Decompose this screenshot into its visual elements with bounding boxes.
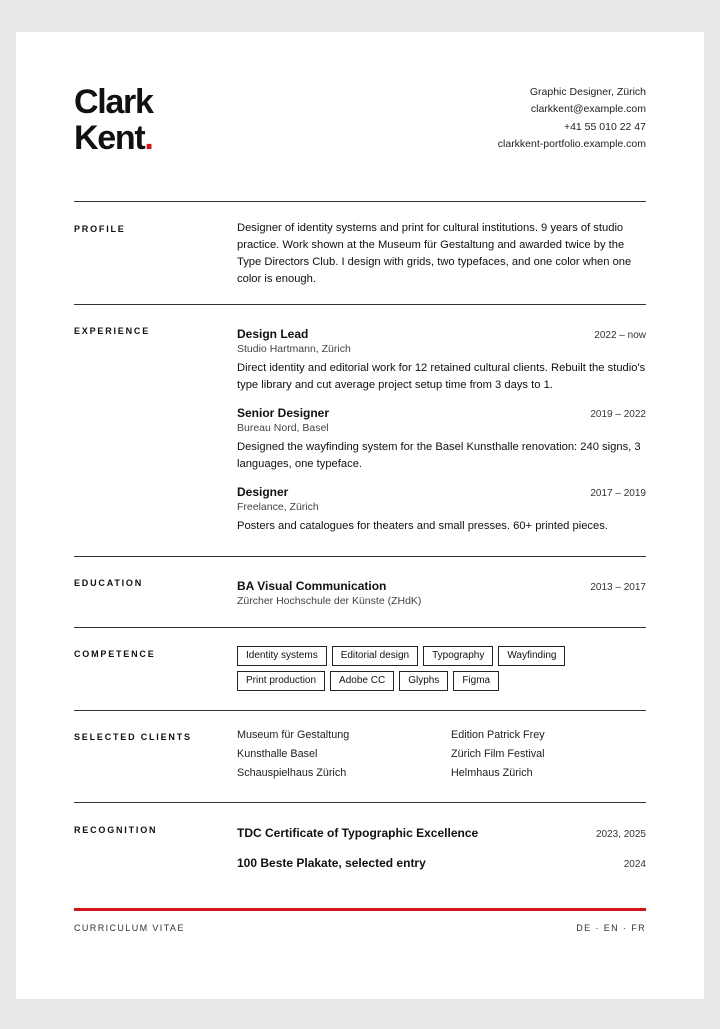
skill-tag: Figma (453, 671, 499, 691)
job-entry-desc: Designed the wayfinding system for the Basel Kunsthalle renovation: 240 signs, 3 languages, one typeface. (237, 441, 641, 470)
profile-text: Designer of identity systems and print for cultural institutions. 9 years of studio practice. Work shown at the Museum für Gestaltung and awarded twice by the Type Directors Club. I design with grids, two typefaces, and one color when one color is enough. (237, 222, 632, 285)
divider (74, 710, 646, 711)
client-item: Museum für Gestaltung (237, 729, 350, 741)
client-item: Helmhaus Zürich (451, 767, 533, 779)
award-entry (237, 855, 646, 871)
section-label: EXPERIENCE (74, 326, 151, 336)
job-entry (237, 326, 646, 394)
job-entry-title: Designer (237, 485, 289, 499)
job-entry-desc: Direct identity and editorial work for 12 retained cultural clients. Rebuilt the studio's type library and cut average project setup time from 3 days to 1. (237, 362, 646, 391)
award-year: 2024 (623, 859, 646, 870)
divider (74, 802, 646, 803)
contact-block (498, 84, 646, 153)
name-heading (74, 84, 153, 156)
email-link[interactable]: clarkkent@example.com (530, 103, 646, 116)
skill-tag: Adobe CC (330, 671, 394, 691)
phone-number[interactable]: +41 55 010 22 47 (563, 120, 646, 133)
section-label: RECOGNITION (74, 825, 158, 835)
section-label: EDUCATION (74, 578, 144, 588)
client-item: Zürich Film Festival (451, 748, 545, 760)
divider (74, 201, 646, 202)
name-dot: . (144, 119, 153, 157)
divider (74, 556, 646, 557)
language-list: DE · EN · FR (576, 923, 646, 933)
skill-tag: Print production (237, 671, 325, 691)
divider (74, 304, 646, 305)
section-label: SELECTED CLIENTS (74, 732, 192, 742)
last-name: Kent (74, 119, 145, 157)
client-item: Schauspielhaus Zürich (237, 767, 347, 779)
skill-tag: Identity systems (237, 646, 327, 666)
degree-dates: 2013 – 2017 (590, 582, 646, 593)
job-entry-dates: 2017 – 2019 (590, 488, 646, 499)
section-label: COMPETENCE (74, 649, 156, 659)
job-entry-dates: 2022 – now (594, 330, 646, 341)
job-entry-desc: Posters and catalogues for theaters and small presses. 60+ printed pieces. (237, 520, 608, 532)
first-name: Clark (74, 83, 153, 121)
job-entry-org: Freelance, Zürich (237, 501, 319, 513)
award-title: 100 Beste Plakate, selected entry (237, 856, 426, 870)
footer-label: CURRICULUM VITAE (74, 923, 185, 933)
skill-tag: Glyphs (399, 671, 448, 691)
school-name: Zürcher Hochschule der Künste (ZHdK) (237, 595, 422, 607)
client-item: Kunsthalle Basel (237, 748, 318, 760)
job-entry (237, 405, 646, 473)
client-list (237, 727, 646, 782)
job-entry-title: Design Lead (237, 327, 309, 341)
degree-title: BA Visual Communication (237, 579, 387, 593)
job-entry-dates: 2019 – 2022 (590, 409, 646, 420)
job-title: Graphic Designer, Zürich (529, 86, 646, 98)
client-item: Edition Patrick Frey (451, 729, 545, 741)
job-entry (237, 484, 646, 535)
skill-tags (237, 646, 577, 691)
award-year: 2023, 2025 (595, 829, 646, 840)
website-link[interactable]: clarkkent-portfolio.example.com (497, 137, 646, 150)
award-title: TDC Certificate of Typographic Excellence (237, 826, 479, 840)
job-entry-title: Senior Designer (237, 406, 330, 420)
award-entry (237, 825, 646, 841)
skill-tag: Wayfinding (498, 646, 565, 666)
section-label: PROFILE (74, 224, 126, 234)
skill-tag: Typography (423, 646, 493, 666)
footer-accent-rule (74, 908, 646, 911)
job-entry-org: Bureau Nord, Basel (237, 422, 329, 434)
job-entry-org: Studio Hartmann, Zürich (237, 343, 351, 355)
skill-tag: Editorial design (332, 646, 418, 666)
cv-page (16, 32, 704, 999)
divider (74, 627, 646, 628)
